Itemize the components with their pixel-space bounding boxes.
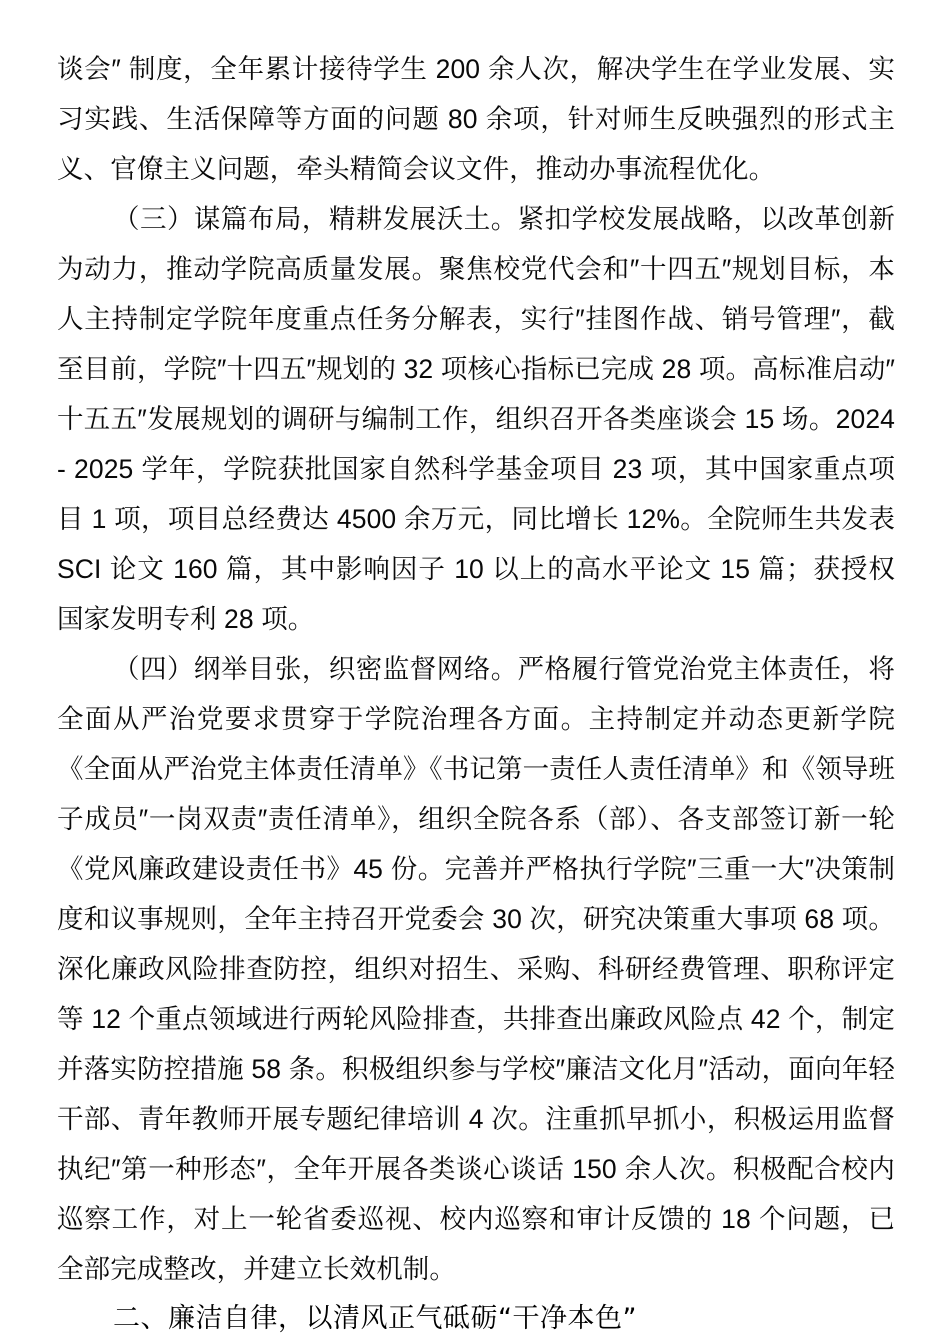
paragraph-continuation: 谈会″ 制度，全年累计接待学生 200 余人次，解决学生在学业发展、实习实践、生活保障等方面的问题 80 余项，针对师生反映强烈的形式主义、官僚主义问题，牵头精简会议文件，推动办事流程优化。 xyxy=(57,54,895,184)
document-text-column xyxy=(57,44,895,1344)
paragraph-section-three: （三）谋篇布局，精耕发展沃土。紧扣学校发展战略，以改革创新为动力，推动学院高质量发展。聚焦校党代会和″十四五″规划目标，本人主持制定学院年度重点任务分解表，实行″挂图作战、销号管理″，截至目前，学院″十四五″规划的 32 项核心指标已完成 28 项。高标准启动″十五五″发展规划的调研与编制工作，组织召开各类座谈会 15 场。2024 - 2025 学年，学院获批国家自然科学基金项目 23 项，其中国家重点项目 1 项，项目总经费达 4500 余万元，同比增长 12%。全院师生共发表 SCI 论文 160 篇，其中影响因子 10 以上的高水平论文 15 篇；获授权国家发明专利 28 项。 xyxy=(57,204,895,634)
paragraph-section-four: （四）纲举目张，织密监督网络。严格履行管党治党主体责任，将全面从严治党要求贯穿于学院治理各方面。主持制定并动态更新学院《全面从严治党主体责任清单》《书记第一责任人责任清单》和《领导班子成员″一岗双责″责任清单》，组织全院各系（部）、各支部签订新一轮《党风廉政建设责任书》45 份。完善并严格执行学院″三重一大″决策制度和议事规则，全年主持召开党委会 30 次，研究决策重大事项 68 项。深化廉政风险排查防控，组织对招生、采购、科研经费管理、职称评定等 12 个重点领域进行两轮风险排查，共排查出廉政风险点 42 个，制定并落实防控措施 58 条。积极组织参与学校″廉洁文化月″活动，面向年轻干部、青年教师开展专题纪律培训 4 次。注重抓早抓小，积极运用监督执纪″第一种形态″，全年开展各类谈心谈话 150 余人次。积极配合校内巡察工作，对上一轮省委巡视、校内巡察和审计反馈的 18 个问题，已全部完成整改，并建立长效机制。 xyxy=(57,654,895,1284)
heading-section-two: 二、廉洁自律，以清风正气砥砺“干净本色” xyxy=(113,1303,637,1334)
